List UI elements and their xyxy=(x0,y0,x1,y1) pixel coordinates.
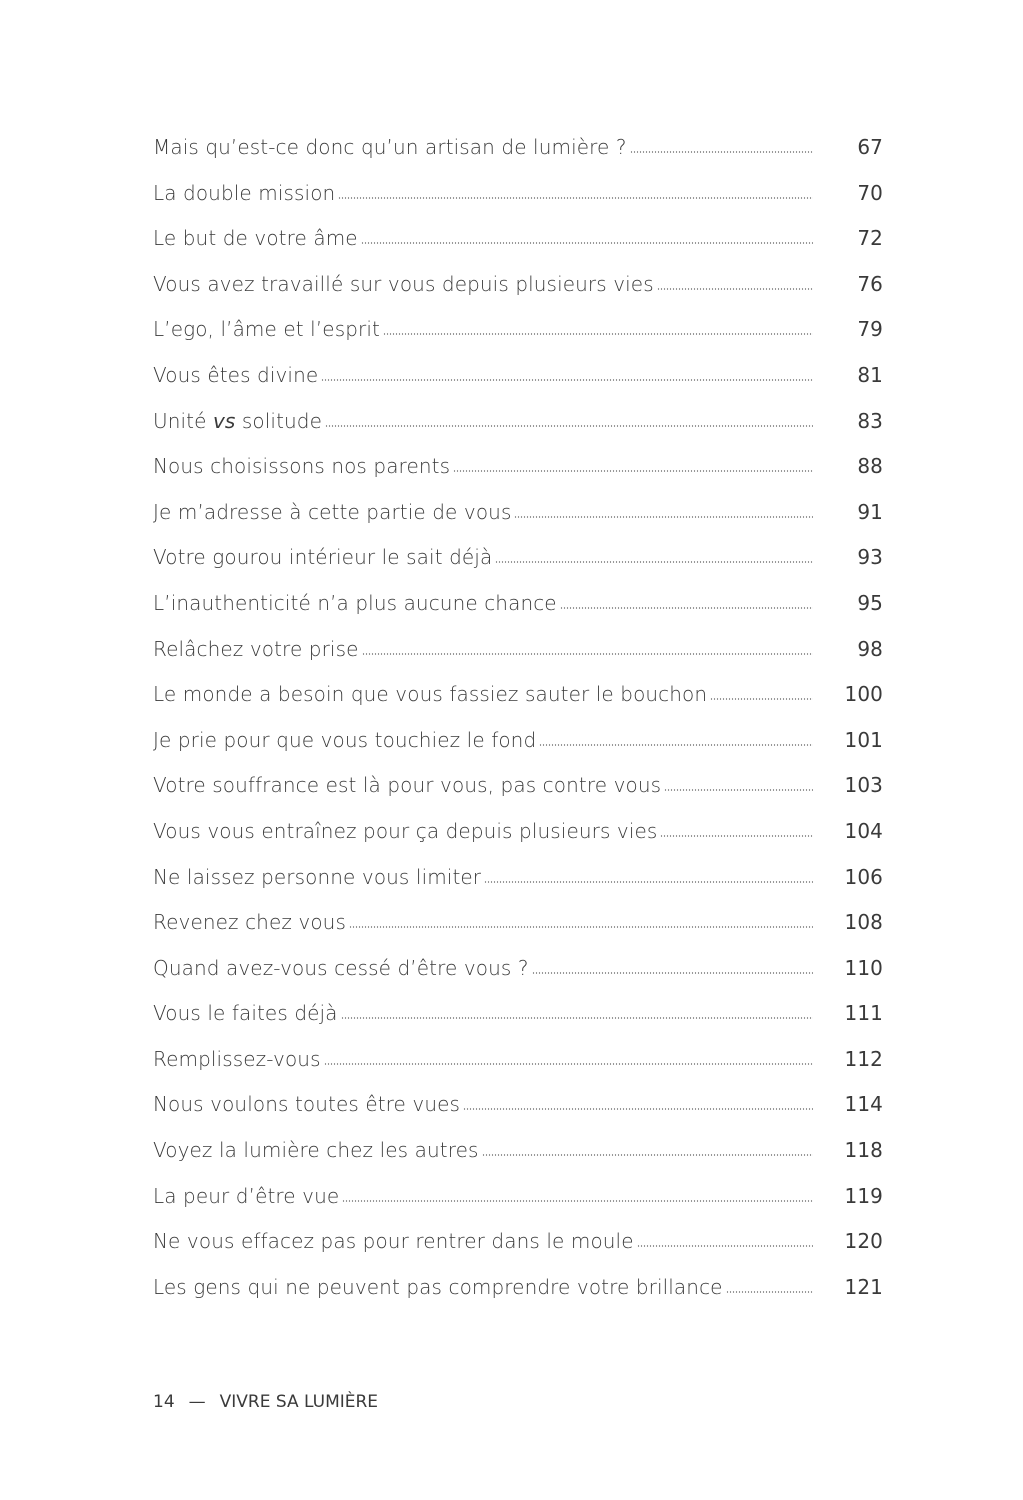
toc-entry-title: Je prie pour que vous touchiez le fond xyxy=(153,727,537,752)
toc-entry xyxy=(153,409,883,455)
toc-entry-title: Nous voulons toutes être vues xyxy=(153,1092,461,1117)
footer-page-number: 14 xyxy=(153,1392,175,1412)
toc-entry-title: Votre gourou intérieur le sait déjà xyxy=(153,545,493,570)
toc-entry-page: 104 xyxy=(844,818,883,843)
dot-leader xyxy=(453,470,813,472)
dot-leader xyxy=(321,379,813,381)
toc-entry-page: 81 xyxy=(857,362,883,387)
toc-entry-page: 121 xyxy=(844,1274,883,1299)
dot-leader xyxy=(710,698,813,700)
toc-entry xyxy=(153,226,883,272)
toc-entry-page: 112 xyxy=(844,1046,883,1071)
toc-entry-page: 118 xyxy=(844,1138,883,1163)
toc-entry-title: L’ego, l’âme et l’esprit xyxy=(153,317,380,342)
dot-leader xyxy=(342,1200,813,1202)
dot-leader xyxy=(325,425,813,427)
toc-entry xyxy=(153,500,883,546)
toc-entry xyxy=(153,1184,883,1230)
toc-entry-title: Nous choisissons nos parents xyxy=(153,454,451,479)
toc-entry-title: Quand avez-vous cessé d’être vous ? xyxy=(153,955,529,980)
toc-entry-title: Vous avez travaillé sur vous depuis plusieurs vies xyxy=(153,271,654,296)
toc-entry xyxy=(153,1001,883,1047)
toc-entry xyxy=(153,1229,883,1275)
toc-entry xyxy=(153,1138,883,1184)
toc-entry xyxy=(153,317,883,363)
toc-entry-title: Le but de votre âme xyxy=(153,226,358,251)
toc-entry-page: 103 xyxy=(844,773,883,798)
toc-title-part: solitude xyxy=(235,408,322,433)
dot-leader xyxy=(341,1017,813,1019)
toc-entry-title: L’inauthenticité n’a plus aucune chance xyxy=(153,590,557,615)
toc-entry-title: Mais qu’est-ce donc qu’un artisan de lumière ? xyxy=(153,135,627,159)
toc-entry-title: Vous le faites déjà xyxy=(153,1001,338,1026)
toc-entry xyxy=(153,728,883,774)
toc-entry-page: 100 xyxy=(844,682,883,707)
toc-entry-page: 120 xyxy=(844,1229,883,1254)
toc-entry-title: Je m’adresse à cette partie de vous xyxy=(153,499,512,524)
toc-entry-page: 110 xyxy=(844,955,883,980)
toc-entry xyxy=(153,272,883,318)
toc-entry-title: Ne vous effacez pas pour rentrer dans le moule xyxy=(153,1229,634,1254)
toc-entry xyxy=(153,1092,883,1138)
toc-entry xyxy=(153,682,883,728)
toc-entry-title: Les gens qui ne peuvent pas comprendre votre brillance xyxy=(153,1274,723,1299)
toc-entry-page: 106 xyxy=(844,864,883,889)
toc-entry-page: 67 xyxy=(857,135,883,159)
toc-entry xyxy=(153,181,883,227)
dot-leader xyxy=(361,242,813,244)
toc-entry xyxy=(153,637,883,683)
dot-leader xyxy=(383,333,813,335)
table-of-contents xyxy=(153,135,883,1320)
dot-leader xyxy=(514,516,813,518)
toc-entry-title: Remplissez-vous xyxy=(153,1046,321,1071)
toc-entry-page: 76 xyxy=(857,271,883,296)
toc-entry-page: 88 xyxy=(857,454,883,479)
toc-entry-title: Voyez la lumière chez les autres xyxy=(153,1138,479,1163)
dot-leader xyxy=(726,1291,813,1293)
dot-leader xyxy=(630,151,813,153)
dot-leader xyxy=(637,1245,813,1247)
dot-leader xyxy=(539,744,813,746)
page-footer xyxy=(153,1392,378,1412)
toc-entry-title xyxy=(153,409,322,433)
toc-entry-page: 101 xyxy=(844,727,883,752)
toc-entry-title: Votre souffrance est là pour vous, pas contre vous xyxy=(153,773,662,798)
toc-entry xyxy=(153,1275,883,1321)
toc-entry-title: Le monde a besoin que vous fassiez sauter le bouchon xyxy=(153,682,708,707)
toc-entry-page: 108 xyxy=(844,910,883,935)
toc-entry-page: 98 xyxy=(857,636,883,661)
toc-entry-page: 72 xyxy=(857,226,883,251)
toc-entry-title: Ne laissez personne vous limiter xyxy=(153,864,482,889)
toc-entry-page: 114 xyxy=(844,1092,883,1117)
dot-leader xyxy=(560,607,813,609)
toc-entry-title: Revenez chez vous xyxy=(153,910,346,935)
dot-leader xyxy=(362,653,813,655)
toc-title-italic-part: vs xyxy=(212,408,236,433)
toc-entry-title: Vous vous entraînez pour ça depuis plusieurs vies xyxy=(153,818,658,843)
toc-entry-title: La peur d’être vue xyxy=(153,1183,340,1208)
dot-leader xyxy=(338,197,813,199)
toc-entry-page: 83 xyxy=(857,408,883,433)
toc-entry-page: 111 xyxy=(844,1001,883,1026)
toc-entry-page: 95 xyxy=(857,590,883,615)
footer-separator: — xyxy=(188,1392,206,1412)
dot-leader xyxy=(660,835,813,837)
toc-entry-title: Relâchez votre prise xyxy=(153,636,359,661)
dot-leader xyxy=(349,926,813,928)
toc-entry xyxy=(153,819,883,865)
toc-entry xyxy=(153,591,883,637)
toc-entry-page: 93 xyxy=(857,545,883,570)
toc-entry xyxy=(153,956,883,1002)
toc-entry xyxy=(153,773,883,819)
dot-leader xyxy=(657,288,813,290)
dot-leader xyxy=(482,1154,813,1156)
dot-leader xyxy=(484,881,813,883)
toc-entry-page: 91 xyxy=(857,499,883,524)
footer-book-title: VIVRE SA LUMIÈRE xyxy=(219,1392,379,1412)
toc-entry-title: La double mission xyxy=(153,180,336,205)
toc-entry xyxy=(153,910,883,956)
toc-entry xyxy=(153,545,883,591)
toc-entry-title: Vous êtes divine xyxy=(153,362,319,387)
toc-title-part: Unité xyxy=(153,408,213,433)
dot-leader xyxy=(532,972,813,974)
toc-entry-page: 70 xyxy=(857,180,883,205)
dot-leader xyxy=(495,561,813,563)
dot-leader xyxy=(324,1063,813,1065)
dot-leader xyxy=(664,789,813,791)
toc-entry xyxy=(153,135,883,181)
dot-leader xyxy=(463,1108,813,1110)
toc-entry-page: 79 xyxy=(857,317,883,342)
toc-entry xyxy=(153,363,883,409)
toc-entry xyxy=(153,454,883,500)
toc-entry-page: 119 xyxy=(844,1183,883,1208)
toc-entry xyxy=(153,1047,883,1093)
toc-entry xyxy=(153,865,883,911)
